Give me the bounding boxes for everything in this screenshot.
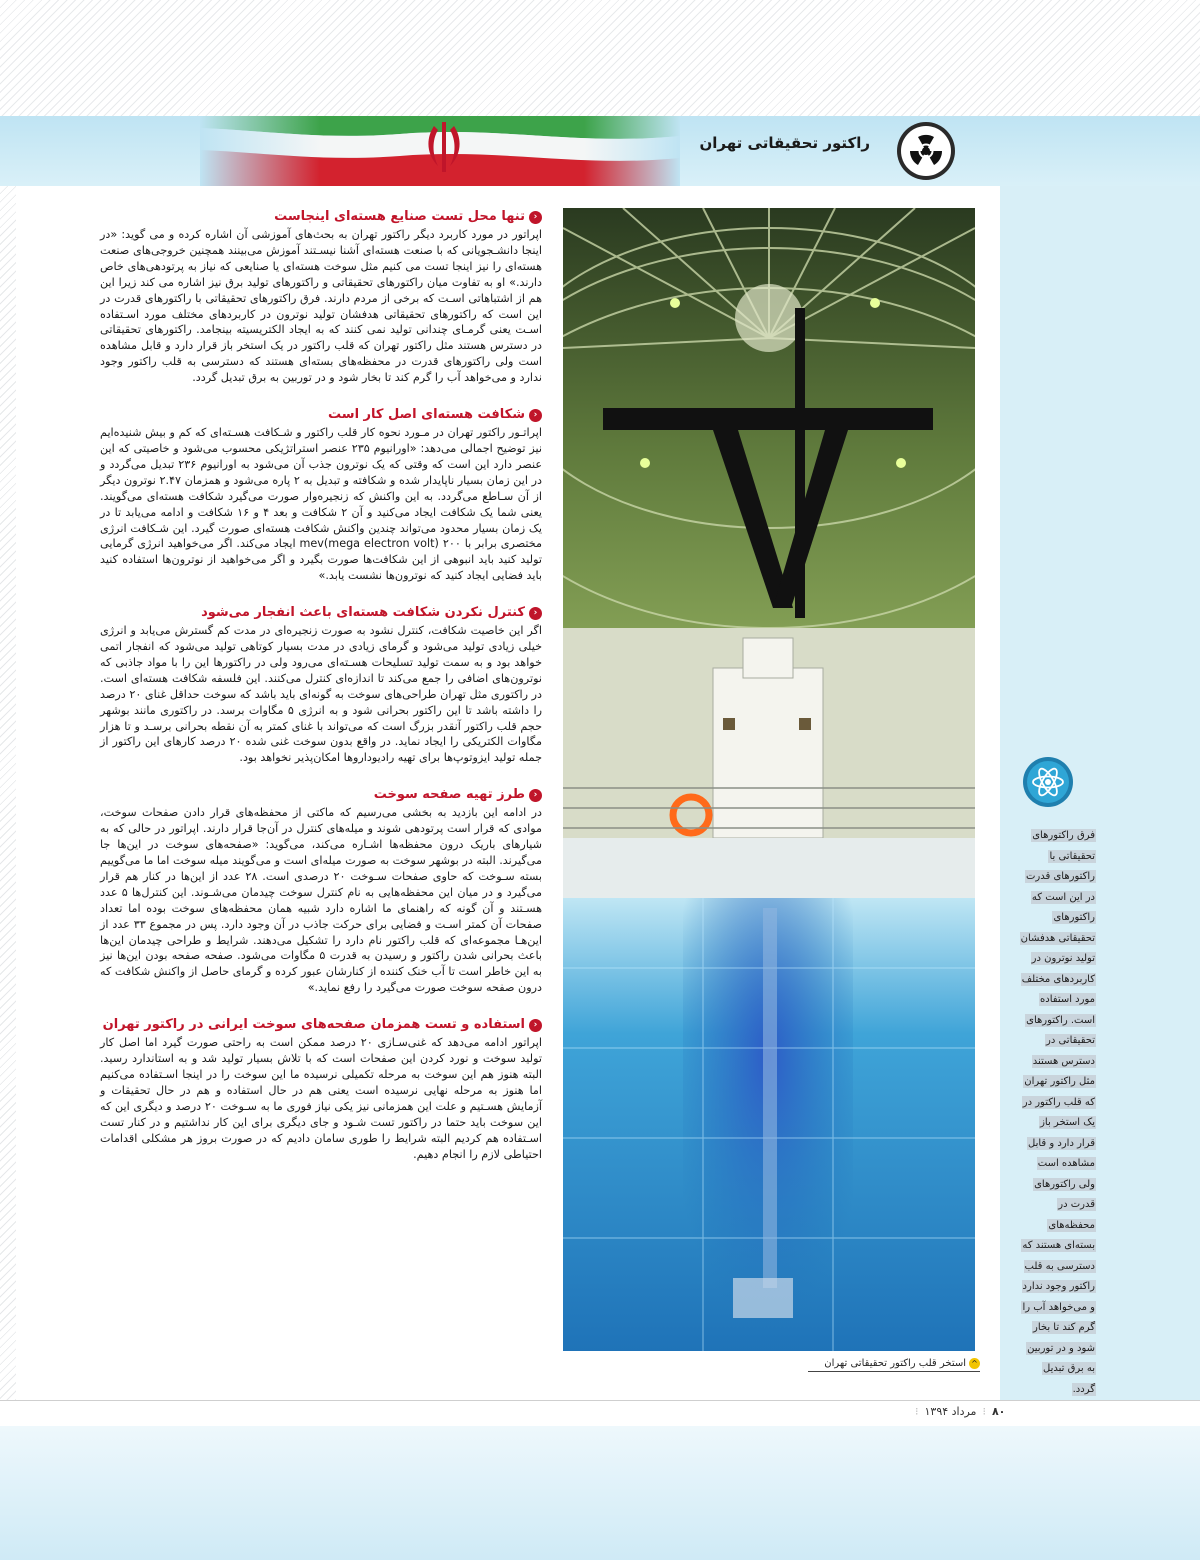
page-section-title: راکتور تحقیقاتی تهران [699,134,870,152]
radiation-hazard-icon [896,121,956,181]
article-section [100,1016,542,1162]
section-paragraph: اپراتور در مورد کاربرد دیگر راکتور تهران به بحث‌های آموزشی آن اشاره کرده و می گوید: «در اینجا دانشـجویانی که با صنعت هسته‌ای آشنا نیسـتند آموزش می‌بینند همچنین خروجی‌های صنعت هسته‌ای را نیز اینجا تست می کنیم مثل سوخت هسته‌ای یا صنایعی که نیاز به پرتودهی‌های خاص دارند.» او به تفاوت میان راکتورهای تحقیقاتی و راکتورهای تولید برق نیز اشاره می کند زیرا این هم از اشتباهاتی اسـت که برخی از مردم دارند. فرق راکتورهای تحقیقاتی با راکتورهای قدرت در این است که راکتورهای تحقیقاتی هدفشان تولید نوترون در کاربردهای مختلف مورد اسـتفاده اسـت یعنی گرمـای چندانی تولید نمی کنند که به ایجاد الکتریسیته بینجامد. راکتورهای تحقیقاتی در دسترس هستند مثل راکتور تهران که قلب راکتور در یک استخر باز قرار دارد و قابل مشاهده است ولی راکتورهای قدرت در محفظه‌های بسته‌ای هستند که دسترسی به قلب راکتور وجود ندارد و می‌خواهد آب را گرم کند تا بخار شود و در توربین به برق تبدیل گردد. [100,228,542,385]
sidebar-callout [1020,826,1096,1400]
photo-caption-text: استخر قلب راکتور تحقیقاتی تهران [824,1358,966,1369]
iran-flag-graphic [200,116,680,186]
section-heading: استفاده و تست همزمان صفحه‌های سوخت ایرانی در راکتور تهران [102,1017,525,1033]
chevron-left-icon: ‹ [529,789,542,802]
article-section [100,406,542,584]
photo-caption [808,1358,980,1372]
section-heading: تنها محل تست صنایع هسته‌ای اینجاست [274,209,525,224]
page-footer [915,1405,1005,1418]
footer-separator: ⁝ [982,1405,986,1418]
section-paragraph: اپراتور ادامه می‌دهد که غنی‌سـازی ۲۰ درصد ممکن است به راحتی صورت گیرد اما اصل کار تولید سوخت و نورد کردن این صفحات است که با تلاش بسیار تولید شد و به استاندارد رسید. البته هنوز هم این سوخت به مرحله تکمیلی نرسیده ما این سوخت را در اینجا اسـتفاده می‌کنیم اما هنوز به مرحله نهایی نرسیده است یعنی هم در حال استفاده و هم در حال تحقیقات و آزمایش هسـتیم و علت این همزمانی نیز یکی نیاز فوری ما به سـوخت ۲۰ درصد و دیگری این که این سوخت باید حتما در راکتور تست شـود و جای دیگری برای این کار نداشتیم و در کنار تست اسـتفاده هم کردیم البته شرایط را طوری سامان دادیم که در صورت بروز هر مشکلی اقدامات احتیاطی لازم را انجام دهیم. [100,1036,543,1161]
article-section [100,786,542,996]
issue-date: مرداد ۱۳۹۴ [924,1405,977,1418]
chevron-left-icon: ‹ [529,409,542,422]
decorative-left-gutter [0,186,16,1400]
header-band [0,116,1200,186]
article-section [100,604,542,766]
article-section [100,208,542,386]
section-heading: طرز تهیه صفحه سوخت [373,787,525,803]
section-paragraph: در ادامه این بازدید به بخشی می‌رسیم که ماکتی از محفظه‌های قرار دادن صفحات سوخت، موادی که قرار است پرتودهی شوند و میله‌های کنترل در آن‌جا قرار دارند. اپراتور در حالی که به شیارهای باریک درون محفظه‌ها اشـاره می‌کند، می‌گوید: «صفحه‌های سوخت در این‌ها جا می‌گیرند. البته در بوشهر سوخت به صورت میله‌ای است و می‌گویند میله سوخت اما ما می‌گوییم بسته سـوخت که حاوی صفحات سـوخت ۲۰ درصدی است. ۲۸ عدد از این‌ها در کنار هم قرار می‌گیرد و در میان این محفظه‌هایی به نام کنترل سوخت چیدمان می‌شـوند. این کنترل‌ها ۵ عدد هسـتند و آن گونه که راهنمای ما اشاره دارد شبیه همان محفظه‌های سوخت بوده اما تعداد صفحات آن کمتر اسـت و فضایی برای حرکت جاذب در آن وجود دارد. پس در مجموع ۳۳ عدد از این‌هـا مجموعه‌ای که قلب راکتور نام دارد را تشکیل می‌دهند. شرایط و طراحی چیدمان این‌ها باعث بحرانی شدن راکتور و رسیدن به قدرت ۵ مگاوات می‌شود. صفحه صفحه بودن این‌ها نیز به این خاطر است تا آب خنک کننده از کنارشان عبور کرده و گرمای حاصل از واکنش شکافت که درون صفحه سوخت صورت می‌گیرد را رفع نماید.» [100,806,542,995]
footer-divider [0,1400,1200,1426]
reactor-pool-photo [563,208,975,1351]
article-body [100,208,542,1182]
decorative-bottom-wash [0,1426,1200,1560]
chevron-left-icon: ‹ [529,607,542,620]
footer-separator: ⁝ [915,1405,919,1418]
section-paragraph: اپراتـور راکتور تهران در مـورد نحوه کار قلب راکتور و شـکافت هسـته‌ای که کم و بیش شنیده‌ایم نیز توضیح اجمالی می‌دهد: «اورانیوم ۲۳۵ عنصر استراتژیکی محسوب می‌شود و خاصیتی که این عنصر دارد این است که وقتی که یک نوترون جذب آن می‌شود به اورانیوم ۲۳۶ تبدیل می‌گردد و در این زمان بسیار ناپایدار شده و شکافته و تبدیل به ۲ پاره می‌شود و همزمان ۲.۴۷ نوترون دیگر از آن سـاطع می‌گردد. به این واکنش که زنجیره‌وار صورت می‌گیرد شکافت هسته‌ای می‌گویند. یعنی شما یک شکافت ایجاد می‌کنید و آن ۲ شکافت و بعد ۴ و ۱۶ شکافت و ادامه می‌یابد تا در یک زمان بسیار محدود می‌تواند چندین واکنش شکافت هسته‌ای صورت گیرد. این شـکافت انرژی مختصری برابر با ۲۰۰ mev(mega electron volt) ایجاد می‌کند. اگر می‌خواهید انرژی گرمایی تولید کنید باید انبوهی از این شکافت‌ها صورت بگیرد و اگر می‌خواهید از نوترون‌ها استفاده کنید باید فضایی ایجاد کنید که نوترون‌ها نشست یابد.» [100,426,543,583]
section-heading: کنترل نکردن شکافت هسته‌ای باعث انفجار می‌شود [201,605,525,621]
chevron-left-icon: ‹ [529,211,542,224]
section-heading: شکافت هسته‌ای اصل کار است [328,407,525,423]
chevron-left-icon: ‹ [529,1019,542,1032]
decorative-header-stripes [0,0,1200,116]
chevron-up-icon: ^ [969,1358,980,1369]
sidebar-callout-text: فرق راکتورهای تحقیقاتی با راکتورهای قدرت در این است که راکتورهای تحقیقاتی هدفشان تولید نوترون در کاربردهای مختلف مورد استفاده است. راکتورهای تحقیقاتی در دسترس هستند مثل راکتور تهران که قلب راکتور در یک استخر باز قرار دارد و قابل مشاهده است ولی راکتورهای قدرت در محفظه‌های بسته‌ای هستند که دسترسی به قلب راکتور وجود ندارد و می‌خواهد آب را گرم کند تا بخار شود و در توربین به برق تبدیل گردد. [1020,830,1095,1395]
section-paragraph: اگر این خاصیت شکافت، کنترل نشود به صورت زنجیره‌ای در مدت کم گسترش می‌یابد و انرژی خیلی زیادی تولید می‌شود و گرمای زیادی در مدت بسیار کوتاهی تولید می‌شود که انفجار اتمی خواهد بود و به سمت تولید تسلیحات هسـته‌ای می‌رود ولی در راکتورها این را با مواد جاذبی که نوترون‌های اضافی را جمع می‌کند تا اندازه‌ای کنترل می‌کنند. این فلسفه شکافت هسته‌ای است. در راکتوری مثل تهران طراحی‌های سوخت به گونه‌ای باید باشد که سوخت حداقل غنای ۲۰ درصد را داشته باشد تا این راکتور بحرانی شود و به انرژی ۵ مگاوات برسد. در راکتوری مانند بوشهر حجم قلب راکتور آنقدر بزرگ است که می‌تواند با غنای کمتر به آن نقطه بحرانی برسـد و تا هزار مگاوات الکتریکی را ایجاد نماید. در واقع بدون سوخت غنی شده ۲۰ درصد کارهای این راکتور از جمله تولید ایزوتوپ‌ها برای تهیه رادیوداروها امکان‌پذیر نخواهد بود. [100,624,543,765]
atom-icon [1022,756,1074,808]
page-number: ۸۰ [991,1405,1006,1418]
